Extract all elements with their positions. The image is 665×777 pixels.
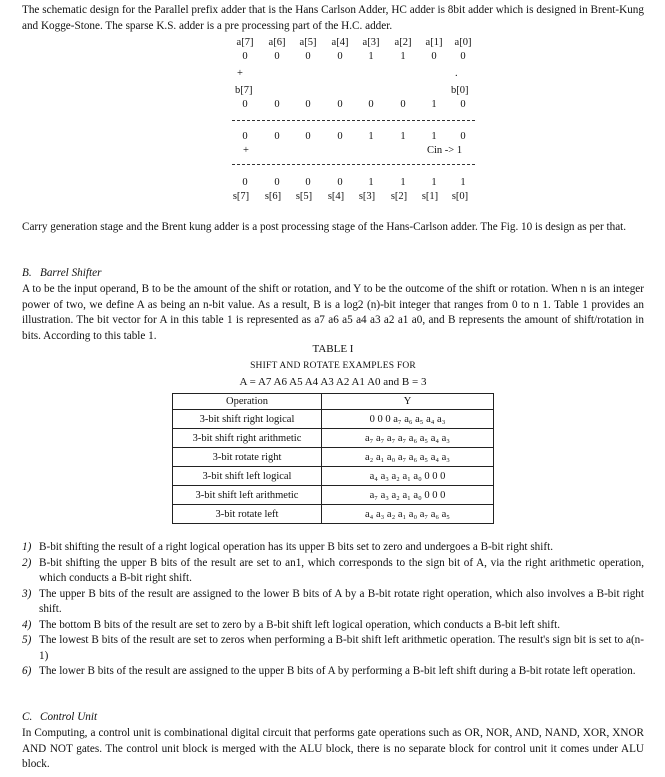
bit-value: 0 [242,51,248,62]
list-item-text: The upper B bits of the result are assigned to the lower B bits of A by a B-bit rotate right operation, which also involves a B-bit right shift. [39,587,644,615]
table-header-row [173,394,494,410]
bit-value: 1 [368,131,374,142]
section-c-body: In Computing, a control unit is combinational digital circuit that performs gate operations such as OR, NOR, AND, NAND, XOR, XNOR AND NOT gates. The control unit block is merged with the ALU block, there is no separate block for control unit it comes under ALU block. [22,727,644,770]
result-cell: a₇ a₃ a₂ a₁ a₀ 0 0 0 [322,486,494,505]
carry-in-label: Cin -> 1 [427,145,463,156]
bit-value: 0 [337,99,343,110]
bit-label: a[1] [425,37,443,48]
bit-label: s[7] [232,191,250,202]
section-c-title: Control Unit [40,711,98,723]
bit-value: 0 [460,51,466,62]
plus-sign: + [237,68,243,79]
column-header: Operation [173,394,322,410]
bit-value: 0 [431,51,437,62]
result-cell: 0 0 0 a₇ a₆ a₅ a₄ a₃ [322,410,494,429]
bit-label: s[1] [421,191,439,202]
dashed-rule [232,120,475,121]
bit-value: 0 [368,99,374,110]
bit-label: s[2] [390,191,408,202]
bit-value: 0 [337,51,343,62]
bit-value: 1 [431,99,437,110]
list-item-text: B-bit shifting the result of a right logical operation has its upper B bits set to zero and undergoes a B-bit right shift. [39,541,554,553]
bit-value: 1 [400,131,406,142]
bit-value: 1 [431,131,437,142]
table-row [173,505,494,524]
intro-paragraph: The schematic design for the Parallel prefix adder that is the Hans Carlson Adder, HC adder is 8bit adder which is designed in Brent-Kung and Kogge-Stone. The sparse K.S. adder is a pre processing part of the H.C. adder. [22,4,644,32]
operation-cell: 3-bit shift left logical [173,467,322,486]
list-item-number: 1) [22,541,32,553]
bit-label: a[2] [394,37,412,48]
table-caption: SHIFT AND ROTATE EXAMPLES FOR [250,361,416,371]
table-label: TABLE I [312,343,354,355]
bit-value: 0 [337,131,343,142]
list-item-number: 3) [22,587,32,600]
list-item [22,540,644,556]
bit-label: s[4] [327,191,345,202]
table-row [173,486,494,505]
bit-value: 0 [305,99,311,110]
b7-label: b[7] [235,85,253,96]
dashed-rule [232,164,475,165]
result-cell: a₇ a₇ a₇ a₇ a₆ a₅ a₄ a₃ [322,429,494,448]
operation-cell: 3-bit rotate right [173,448,322,467]
bit-label: a[3] [362,37,380,48]
list-item-text: The bottom B bits of the result are set to zero by a B-bit shift left logical operation, which conducts a B-bit left shift. [39,618,561,631]
result-cell: a₄ a₃ a₂ a₁ a₀ 0 0 0 [322,467,494,486]
section-b-number: B. [22,267,32,279]
list-item-number: 2) [22,556,32,569]
result-cell: a₄ a₃ a₂ a₁ a₀ a₇ a₆ a₅ [322,505,494,524]
bit-label: s[3] [358,191,376,202]
adder-schematic [0,36,665,208]
table-caption-formula: A = A7 A6 A5 A4 A3 A2 A1 A0 and B = 3 [239,376,427,388]
bit-value: 0 [274,131,280,142]
shift-rotate-table [172,393,494,524]
list-item-number: 5) [22,634,32,646]
list-item [22,556,644,587]
bit-value: 0 [274,177,280,188]
section-b-title: Barrel Shifter [40,267,102,279]
table-row [173,410,494,429]
bit-value: 0 [305,51,311,62]
operation-cell: 3-bit rotate left [173,505,322,524]
bit-value: 1 [431,177,437,188]
bit-value: 1 [460,177,466,188]
operation-cell: 3-bit shift left arithmetic [173,486,322,505]
bit-value: 0 [242,131,248,142]
ellipsis-dot: . [455,68,458,79]
operation-cell: 3-bit shift right arithmetic [173,429,322,448]
bit-value: 0 [400,99,406,110]
list-item-text: The lowest B bits of the result are set to zeros when performing a B-bit shift left arithmetic operation. The result's sign bit is set to a(n-1) [39,634,644,662]
bit-label: a[0] [454,37,472,48]
bit-value: 0 [242,99,248,110]
bit-value: 1 [368,177,374,188]
bit-value: 0 [274,99,280,110]
result-cell: a₂ a₁ a₀ a₇ a₆ a₅ a₄ a₃ [322,448,494,467]
bit-value: 0 [274,51,280,62]
bit-label: a[7] [236,37,254,48]
list-item-number: 4) [22,618,32,631]
bit-label: s[5] [295,191,313,202]
bit-value: 0 [337,177,343,188]
operation-cell: 3-bit shift right logical [173,410,322,429]
list-item-text: The lower B bits of the result are assigned to the upper B bits of A by performing a B-bit left shift during a B-bit rotate left operation. [39,665,636,677]
bit-value: 0 [305,177,311,188]
list-item [22,618,644,634]
plus-sign: + [243,145,249,156]
b0-label: b[0] [451,85,469,96]
list-item [22,664,644,680]
list-item [22,633,644,664]
bit-label: a[5] [299,37,317,48]
shift-operations-list [22,540,644,680]
section-b-body: A to be the input operand, B to be the amount of the shift or rotation, and Y to be the outcome of the shift or rotation. When n is an integer power of two, we define A as being an n-bit value. As a result, B is a log2 (n)-bit integer that ranges from 0 to n 1. Table 1 provides an illustration. The bit vector for A in this table 1 is represented as a7 a6 a5 a4 a3 a2 a1 a0, and B represents the amount of shift/rotation in bits. According to this table 1. [22,283,644,342]
bit-value: 0 [460,99,466,110]
bit-label: a[4] [331,37,349,48]
bit-value: 0 [305,131,311,142]
bit-value: 1 [368,51,374,62]
bit-label: s[6] [264,191,282,202]
bit-value: 1 [400,51,406,62]
list-item [22,587,644,618]
list-item-number: 6) [22,665,32,677]
bit-value: 0 [460,131,466,142]
table-row [173,467,494,486]
bit-label: s[0] [451,191,469,202]
section-c-number: C. [22,711,33,723]
bit-value: 1 [400,177,406,188]
list-item-text: B-bit shifting the upper B bits of the result are set to an1, which corresponds to the sign bit of A, via the right arithmetic operation, which conducts a B-bit right shift. [39,556,644,584]
column-header: Y [322,394,494,410]
section-c-heading [22,711,97,723]
section-b-heading [22,267,101,279]
bit-label: a[6] [268,37,286,48]
table-row [173,429,494,448]
carry-paragraph: Carry generation stage and the Brent kung adder is a post processing stage of the Hans-Carlson adder. The Fig. 10 is design as per that. [22,221,627,233]
table-row [173,448,494,467]
bit-value: 0 [242,177,248,188]
